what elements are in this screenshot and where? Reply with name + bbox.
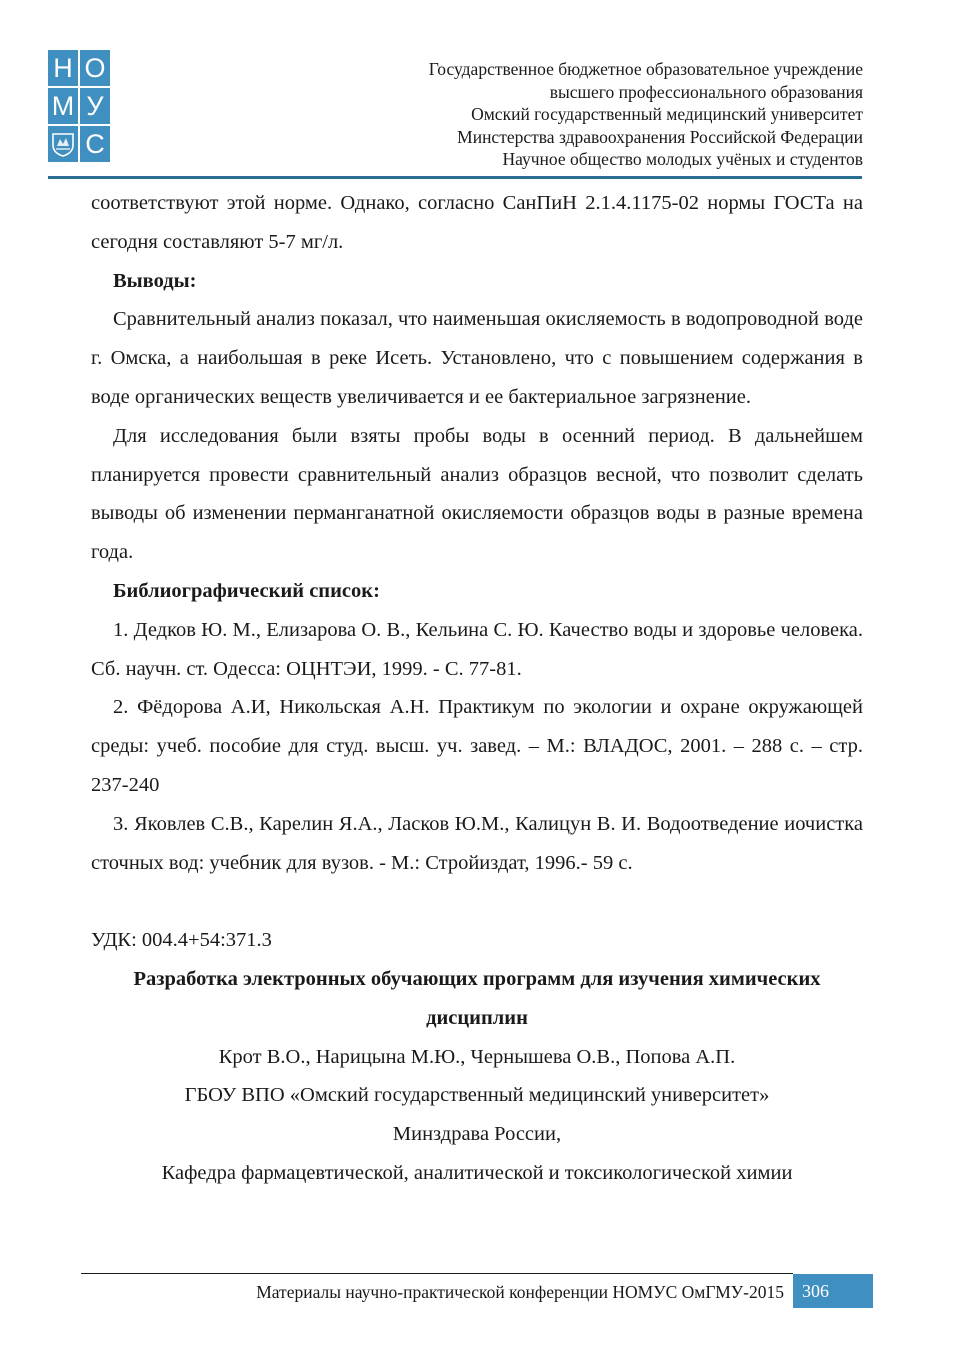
header-line: Минстерства здравоохранения Российской Федерации (457, 126, 863, 147)
udk-code: УДК: 004.4+54:371.3 (91, 929, 272, 952)
article-affiliation: Минздрава России, (392, 1123, 562, 1146)
university-emblem-icon (48, 126, 78, 162)
footer-divider (81, 1273, 793, 1274)
logo-letter-m: М (48, 88, 78, 124)
continuation-paragraph: соответствуют этой норме. Однако, согласно СанПиН 2.1.4.1175-02 нормы ГОСТа на сегодня составляют 5-7 мг/л. (91, 192, 863, 253)
logo-letter-n: Н (48, 50, 78, 86)
logo-letter-u: У (80, 88, 110, 124)
logo-letter-s: С (80, 126, 110, 162)
header-divider (48, 176, 862, 179)
reference-item: 2. Фёдорова А.И, Никольская А.Н. Практикум по экологии и охране окружающей среды: учеб. пособие для студ. высш. уч. завед. – М.: ВЛАДОС, 2001. – 288 с. – стр. 237-240 (91, 696, 863, 796)
article-authors: Крот В.О., Нарицына М.Ю., Чернышева О.В., Попова А.П. (218, 1045, 736, 1068)
institution-header (429, 58, 863, 171)
nomus-logo (48, 50, 110, 165)
article-department: Кафедра фармацевтической, аналитической и токсикологической химии (161, 1161, 793, 1184)
header-line: Государственное бюджетное образовательное учреждение (428, 59, 863, 79)
section-spacer (91, 882, 863, 921)
page-body (91, 184, 863, 1193)
conclusions-heading: Выводы: (113, 269, 197, 292)
bibliography-heading: Библиографический список: (113, 579, 380, 602)
conclusions-paragraph: Сравнительный анализ показал, что наименьшая окисляемость в водопроводной воде г. Омска, а наибольшая в реке Исеть. Установлено, что с повышением содержания в воде органических веществ увеличивается и ее бактериальное загрязнение. (91, 308, 863, 408)
header-line: высшего профессионального образования (549, 81, 863, 102)
reference-item: 1. Дедков Ю. М., Елизарова О. В., Кельина С. Ю. Качество воды и здоровье человека. Сб. научн. ст. Одесса: ОЦНТЭИ, 1999. - С. 77-81. (91, 618, 863, 680)
logo-letter-o: О (80, 50, 110, 86)
conclusions-paragraph: Для исследования были взяты пробы воды в осенний период. В дальнейшем планируется провести сравнительный анализ образцов весной, что позволит сделать выводы об изменении перманганатной окисляемости образцов воды в разные времена года. (91, 424, 863, 564)
footer-conference-title: Материалы научно-практической конференции НОМУС ОмГМУ-2015 (256, 1282, 784, 1302)
reference-item: 3. Яковлев С.В., Карелин Я.А., Ласков Ю.М., Калицун В. И. Водоотведение иочистка сточных вод: учебник для вузов. - М.: Стройиздат, 1996.- 59 с. (91, 812, 863, 874)
header-line: Омский государственный медицинский университет (471, 104, 863, 124)
page-number: 306 (793, 1274, 873, 1308)
article-affiliation: ГБОУ ВПО «Омский государственный медицинский университет» (184, 1084, 770, 1107)
article-title: Разработка электронных обучающих программ для изучения химических дисциплин (133, 967, 821, 1029)
header-line: Научное общество молодых учёных и студентов (502, 149, 863, 169)
